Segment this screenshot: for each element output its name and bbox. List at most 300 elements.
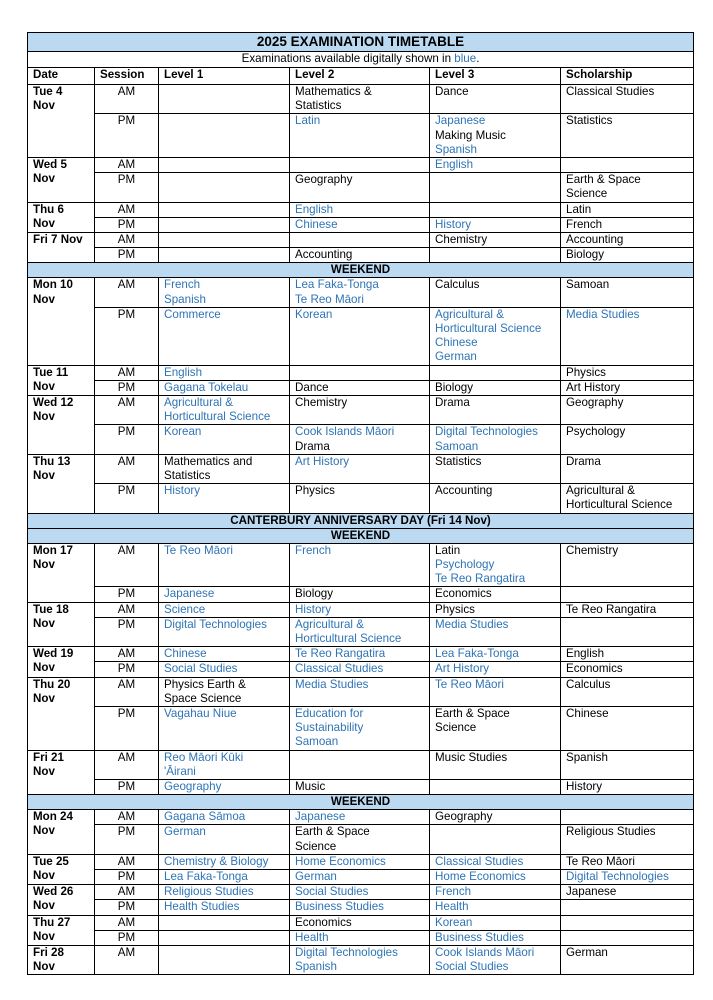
level-3-cell [430, 202, 561, 217]
digital-subject: Education for Sustainability [295, 706, 364, 735]
digital-subject: Japanese [435, 114, 486, 128]
date-cell: Fri 21 Nov [28, 750, 95, 795]
scholarship-cell [561, 662, 694, 677]
session-cell: PM [95, 930, 159, 945]
exam-row [28, 647, 694, 662]
level-3-cell [430, 930, 561, 945]
scholarship-cell [561, 869, 694, 884]
level-2-cell [290, 602, 430, 617]
level-3-cell [430, 854, 561, 869]
level-3-cell [430, 114, 561, 158]
level-3-cell [430, 173, 561, 202]
level-1-cell [159, 900, 290, 915]
level-1-cell [159, 647, 290, 662]
date-cell: Wed 26 Nov [28, 885, 95, 915]
section-band-label: WEEKEND [28, 795, 694, 810]
date-cell: Mon 17 Nov [28, 543, 95, 602]
exam-row [28, 365, 694, 380]
section-band-row [28, 513, 694, 528]
date-cell: Mon 10 Nov [28, 278, 95, 365]
subject: Accounting [295, 248, 353, 262]
level-3-cell [430, 662, 561, 677]
subject: Samoan [566, 278, 610, 292]
scholarship-cell [561, 365, 694, 380]
level-1-cell [159, 750, 290, 779]
level-1-cell [159, 930, 290, 945]
digital-subject: Spanish [164, 292, 206, 306]
digital-subject: Geography [164, 779, 222, 793]
date-cell: Tue 4 Nov [28, 85, 95, 158]
session-cell: AM [95, 677, 159, 706]
digital-subject: Agricultural & Horticultural Science [295, 617, 402, 645]
level-1-cell [159, 662, 290, 677]
exam-row [28, 750, 694, 779]
level-3-cell [430, 454, 561, 483]
subject: Drama [566, 454, 601, 468]
session-cell: AM [95, 915, 159, 930]
subject: Economics [435, 587, 492, 601]
column-header-date: Date [28, 68, 95, 85]
subject: Economics [566, 662, 623, 676]
level-2-cell [290, 810, 430, 825]
level-1-cell [159, 869, 290, 884]
digital-subject: Health [435, 900, 469, 914]
exam-row [28, 233, 694, 248]
scholarship-cell [561, 85, 694, 114]
level-2-cell [290, 217, 430, 232]
subject: Music [295, 779, 326, 793]
subtitle-blue-word: blue [454, 52, 477, 65]
scholarship-cell [561, 779, 694, 794]
digital-subject: Agricultural & Horticultural Science [435, 307, 542, 336]
digital-subject: Digital Technologies [566, 869, 669, 883]
digital-subject: Health [295, 930, 329, 944]
subject: History [566, 779, 603, 793]
digital-subject: English [435, 158, 474, 172]
subject: Making Music [435, 128, 506, 142]
level-2-cell [290, 885, 430, 900]
scholarship-cell [561, 602, 694, 617]
level-3-cell [430, 587, 561, 602]
column-header-level-1: Level 1 [159, 68, 290, 85]
session-cell: AM [95, 854, 159, 869]
level-2-cell [290, 706, 430, 750]
level-3-cell [430, 380, 561, 395]
subject: Dance [435, 85, 469, 98]
digital-subject: Gagana Sāmoa [164, 810, 246, 824]
level-3-cell [430, 617, 561, 646]
date-cell: Fri 7 Nov [28, 233, 95, 263]
date-cell: Tue 25 Nov [28, 854, 95, 884]
exam-row [28, 677, 694, 706]
exam-row [28, 425, 694, 454]
session-cell: AM [95, 750, 159, 779]
exam-row [28, 380, 694, 395]
level-3-cell [430, 396, 561, 425]
subject: Japanese [566, 885, 617, 899]
digital-subject: Business Studies [435, 930, 524, 944]
digital-subject: French [164, 278, 201, 292]
session-cell: AM [95, 158, 159, 173]
subtitle-suffix: . [476, 52, 480, 65]
scholarship-cell [561, 543, 694, 587]
section-band-label: WEEKEND [28, 263, 694, 278]
level-1-cell [159, 217, 290, 232]
date-cell: Thu 6 Nov [28, 202, 95, 232]
digital-subject: Samoan [435, 439, 479, 453]
digital-subject: French [295, 543, 332, 557]
session-cell: AM [95, 543, 159, 587]
subject: Statistics [566, 114, 613, 128]
subject: Biology [566, 248, 605, 262]
digital-subject: Cook Islands Māori [295, 425, 395, 439]
level-3-cell [430, 677, 561, 706]
level-3-cell [430, 602, 561, 617]
exam-row [28, 278, 694, 307]
level-2-cell [290, 202, 430, 217]
exam-row [28, 869, 694, 884]
digital-subject: Psychology [435, 557, 495, 571]
subject: Physics [435, 602, 475, 616]
page-title: 2025 EXAMINATION TIMETABLE [28, 33, 694, 52]
level-1-cell [159, 307, 290, 365]
level-2-cell [290, 825, 430, 854]
level-3-cell [430, 158, 561, 173]
level-1-cell [159, 425, 290, 454]
session-cell: PM [95, 617, 159, 646]
exam-row [28, 854, 694, 869]
scholarship-cell [561, 307, 694, 365]
session-cell: PM [95, 114, 159, 158]
scholarship-cell [561, 233, 694, 248]
level-2-cell [290, 915, 430, 930]
session-cell: AM [95, 202, 159, 217]
level-3-cell [430, 365, 561, 380]
session-cell: AM [95, 85, 159, 114]
session-cell: AM [95, 454, 159, 483]
subject: Earth & Space Science [295, 825, 370, 853]
level-3-cell [430, 900, 561, 915]
section-band-row [28, 263, 694, 278]
digital-subject: Japanese [295, 810, 346, 824]
scholarship-cell [561, 114, 694, 158]
level-1-cell [159, 602, 290, 617]
subject: French [566, 217, 603, 231]
level-1-cell [159, 825, 290, 854]
scholarship-cell [561, 587, 694, 602]
date-cell: Thu 20 Nov [28, 677, 95, 750]
digital-subject: Digital Technologies [164, 617, 267, 631]
digital-subject: Commerce [164, 307, 221, 321]
session-cell: PM [95, 869, 159, 884]
date-cell: Fri 28 Nov [28, 945, 95, 974]
subject: Latin [566, 202, 592, 216]
subject: Religious Studies [566, 825, 656, 839]
column-header-session: Session [95, 68, 159, 85]
level-3-cell [430, 484, 561, 513]
subject: Drama [435, 396, 470, 410]
scholarship-cell [561, 202, 694, 217]
digital-subject: German [435, 350, 477, 364]
digital-subject: History [164, 484, 201, 498]
scholarship-cell [561, 484, 694, 513]
level-2-cell [290, 396, 430, 425]
subject: Drama [295, 439, 330, 453]
title-row [28, 33, 694, 52]
level-2-cell [290, 454, 430, 483]
subject: Agricultural & Horticultural Science [566, 484, 673, 512]
level-3-cell [430, 825, 561, 854]
digital-subject: Chemistry & Biology [164, 854, 269, 868]
digital-subject: English [164, 365, 203, 379]
level-2-cell [290, 779, 430, 794]
digital-subject: Te Reo Māori [164, 543, 233, 557]
level-1-cell [159, 677, 290, 706]
digital-subject: Te Reo Māori [435, 677, 504, 691]
level-1-cell [159, 945, 290, 974]
subject: Spanish [566, 750, 608, 764]
level-1-cell [159, 158, 290, 173]
digital-subject: Digital Technologies [435, 425, 538, 439]
level-1-cell [159, 202, 290, 217]
digital-subject: German [164, 825, 206, 839]
level-3-cell [430, 248, 561, 263]
subject: Economics [295, 915, 352, 929]
level-3-cell [430, 647, 561, 662]
digital-subject: Te Reo Rangatira [295, 647, 386, 661]
level-1-cell [159, 173, 290, 202]
level-2-cell [290, 365, 430, 380]
scholarship-cell [561, 750, 694, 779]
digital-subject: Korean [435, 915, 473, 929]
digital-subject: Japanese [164, 587, 215, 601]
subject: Geography [566, 396, 624, 410]
date-cell: Mon 24 Nov [28, 810, 95, 855]
date-cell: Thu 13 Nov [28, 454, 95, 513]
level-2-cell [290, 233, 430, 248]
exam-row [28, 825, 694, 854]
level-1-cell [159, 779, 290, 794]
level-2-cell [290, 114, 430, 158]
digital-subject: Reo Māori Kūki 'Āirani [164, 750, 244, 778]
subject: Chemistry [435, 233, 488, 247]
level-2-cell [290, 617, 430, 646]
level-1-cell [159, 617, 290, 646]
level-3-cell [430, 750, 561, 779]
exam-row [28, 885, 694, 900]
exam-row [28, 454, 694, 483]
scholarship-cell [561, 173, 694, 202]
subject: Earth & Space Science [435, 706, 510, 735]
digital-subject: Art History [295, 454, 350, 468]
exam-row [28, 930, 694, 945]
session-cell: AM [95, 365, 159, 380]
subject: Biology [435, 380, 474, 394]
scholarship-cell [561, 647, 694, 662]
digital-subject: Social Studies [295, 885, 369, 899]
session-cell: AM [95, 945, 159, 974]
digital-subject: Chinese [295, 217, 338, 231]
level-1-cell [159, 248, 290, 263]
level-3-cell [430, 779, 561, 794]
subject: Classical Studies [566, 85, 655, 98]
subject: Physics Earth & Space Science [164, 677, 246, 705]
level-2-cell [290, 900, 430, 915]
session-cell: PM [95, 662, 159, 677]
column-header-scholarship: Scholarship [561, 68, 694, 85]
subject: Chinese [566, 706, 609, 720]
subject: Te Reo Māori [566, 854, 635, 868]
level-1-cell [159, 885, 290, 900]
level-2-cell [290, 543, 430, 587]
session-cell: AM [95, 396, 159, 425]
digital-subject: Samoan [295, 735, 339, 749]
digital-subject: History [435, 217, 472, 231]
level-1-cell [159, 365, 290, 380]
digital-subject: Media Studies [295, 677, 369, 691]
exam-row [28, 202, 694, 217]
subject: Chemistry [566, 543, 619, 557]
session-cell: PM [95, 825, 159, 854]
level-3-cell [430, 217, 561, 232]
exam-row [28, 779, 694, 794]
level-2-cell [290, 750, 430, 779]
level-3-cell [430, 233, 561, 248]
header-row [28, 68, 694, 85]
digital-subject: German [295, 869, 337, 883]
level-2-cell [290, 425, 430, 454]
digital-subject: Religious Studies [164, 885, 254, 899]
level-3-cell [430, 810, 561, 825]
digital-subject: Media Studies [566, 307, 640, 321]
exam-row [28, 248, 694, 263]
date-cell: Wed 12 Nov [28, 396, 95, 455]
session-cell: PM [95, 425, 159, 454]
digital-subject: Science [164, 602, 206, 616]
exam-row [28, 85, 694, 114]
exam-row [28, 945, 694, 974]
exam-row [28, 173, 694, 202]
subject: Earth & Space Science [566, 173, 641, 201]
subject: Accounting [435, 484, 493, 498]
level-1-cell [159, 587, 290, 602]
subject: English [566, 647, 605, 661]
level-2-cell [290, 307, 430, 365]
level-3-cell [430, 706, 561, 750]
level-2-cell [290, 662, 430, 677]
level-2-cell [290, 380, 430, 395]
session-cell: AM [95, 602, 159, 617]
date-cell: Tue 11 Nov [28, 365, 95, 395]
session-cell: PM [95, 900, 159, 915]
level-1-cell [159, 233, 290, 248]
timetable-document [27, 32, 693, 975]
digital-subject: Agricultural & Horticultural Science [164, 396, 271, 424]
date-cell: Tue 18 Nov [28, 602, 95, 647]
level-2-cell [290, 587, 430, 602]
digital-subject: Korean [164, 425, 202, 439]
scholarship-cell [561, 945, 694, 974]
scholarship-cell [561, 278, 694, 307]
level-3-cell [430, 885, 561, 900]
digital-subject: Digital Technologies [295, 945, 398, 959]
subject: Calculus [566, 677, 611, 691]
level-2-cell [290, 945, 430, 974]
digital-subject: Classical Studies [295, 662, 384, 676]
scholarship-cell [561, 885, 694, 900]
level-1-cell [159, 915, 290, 930]
session-cell: AM [95, 810, 159, 825]
level-3-cell [430, 307, 561, 365]
subtitle-row [28, 52, 694, 68]
scholarship-cell [561, 900, 694, 915]
date-cell: Wed 19 Nov [28, 647, 95, 677]
scholarship-cell [561, 915, 694, 930]
exam-row [28, 543, 694, 587]
subject: Te Reo Rangatira [566, 602, 657, 616]
digital-subject: Home Economics [295, 854, 386, 868]
digital-subject: Vagahau Niue [164, 706, 237, 720]
subject: Physics [566, 365, 606, 379]
level-3-cell [430, 945, 561, 974]
level-2-cell [290, 869, 430, 884]
exam-row [28, 396, 694, 425]
level-1-cell [159, 810, 290, 825]
scholarship-cell [561, 158, 694, 173]
digital-subject: French [435, 885, 472, 899]
digital-subject: Spanish [435, 142, 477, 156]
level-2-cell [290, 647, 430, 662]
scholarship-cell [561, 217, 694, 232]
level-1-cell [159, 854, 290, 869]
subject: Biology [295, 587, 334, 601]
date-cell: Wed 5 Nov [28, 158, 95, 203]
digital-subject: Gagana Tokelau [164, 380, 249, 394]
scholarship-cell [561, 617, 694, 646]
session-cell: PM [95, 706, 159, 750]
digital-subject: Social Studies [164, 662, 238, 676]
level-2-cell [290, 677, 430, 706]
subject: Mathematics & Statistics [295, 85, 372, 113]
digital-subject: Cook Islands Māori [435, 945, 535, 959]
level-2-cell [290, 854, 430, 869]
digital-subject: Te Reo Rangatira [435, 572, 526, 586]
exam-row [28, 587, 694, 602]
level-1-cell [159, 706, 290, 750]
level-3-cell [430, 543, 561, 587]
level-2-cell [290, 158, 430, 173]
digital-subject: Chinese [435, 336, 478, 350]
session-cell: AM [95, 278, 159, 307]
digital-subject: Health Studies [164, 900, 240, 914]
section-band-row [28, 795, 694, 810]
scholarship-cell [561, 825, 694, 854]
exam-timetable [27, 32, 694, 975]
level-2-cell [290, 278, 430, 307]
scholarship-cell [561, 248, 694, 263]
session-cell: PM [95, 217, 159, 232]
digital-subject: Lea Faka-Tonga [435, 647, 519, 661]
subject: Mathematics and Statistics [164, 454, 253, 483]
subject: Accounting [566, 233, 624, 247]
digital-subject: Media Studies [435, 617, 509, 631]
session-cell: PM [95, 380, 159, 395]
digital-subject: Lea Faka-Tonga [295, 278, 379, 292]
session-cell: PM [95, 484, 159, 513]
digital-subject: English [295, 202, 334, 216]
scholarship-cell [561, 930, 694, 945]
session-cell: AM [95, 647, 159, 662]
